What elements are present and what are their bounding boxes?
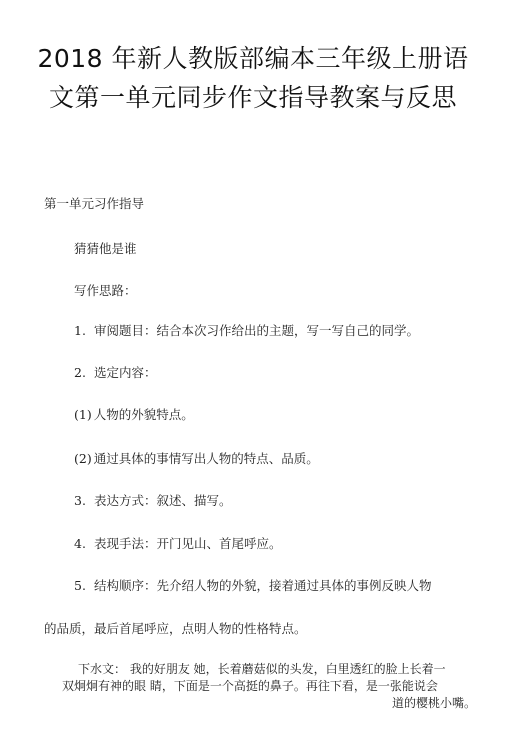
list-item-continuation: 的品质，最后首尾呼应，点明人物的性格特点。 (44, 621, 307, 636)
list-item (74, 578, 431, 594)
list-item-text: 结构顺序：先介绍人物的外貌，接着通过具体的事例反映人物 (93, 578, 432, 593)
example-essay-line: 道的樱桃小嘴。 (391, 696, 476, 710)
list-item-text: 表达方式：叙述、描写。 (93, 493, 232, 508)
list-item-text: 人物的外貌特点。 (93, 407, 194, 422)
list-item-number: (2) (74, 451, 92, 466)
list-item-text: 选定内容： (93, 365, 157, 380)
list-item-number: 3. (74, 493, 86, 508)
list-item-number: 2. (74, 365, 86, 380)
list-item-number: 1. (74, 323, 86, 338)
list-item-number: 5. (74, 578, 86, 593)
document-title-line-2: 文第一单元同步作文指导教案与反思 (48, 83, 457, 112)
exercise-subtitle: 猜猜他是谁 (74, 241, 137, 256)
example-essay (58, 661, 476, 712)
list-item (74, 536, 281, 552)
list-item (74, 365, 156, 381)
writing-thoughts-label: 写作思路： (74, 283, 137, 298)
list-item-number: (1) (74, 407, 92, 422)
document-title-line-1: 2018 年新人教版部编本三年级上册语 (37, 44, 469, 73)
list-item-number: 4. (74, 536, 86, 551)
list-item (74, 493, 231, 509)
list-item (74, 323, 419, 339)
list-item (74, 451, 319, 467)
list-item-text: 表现手法：开门见山、首尾呼应。 (93, 536, 282, 551)
list-item-text: 审阅题目：结合本次习作给出的主题，写一写自己的同学。 (93, 323, 419, 338)
example-essay-line: 下水文： 我的好朋友 她，长着蘑菇似的头发，白里透红的脸上长着一 (78, 662, 446, 676)
list-item (74, 407, 194, 423)
example-essay-line: 双炯炯有神的眼 睛，下面是一个高挺的鼻子。再往下看，是一张能说会 (62, 679, 438, 693)
list-item-text: 通过具体的事情写出人物的特点、品质。 (93, 451, 319, 466)
section-heading: 第一单元习作指导 (44, 196, 145, 211)
